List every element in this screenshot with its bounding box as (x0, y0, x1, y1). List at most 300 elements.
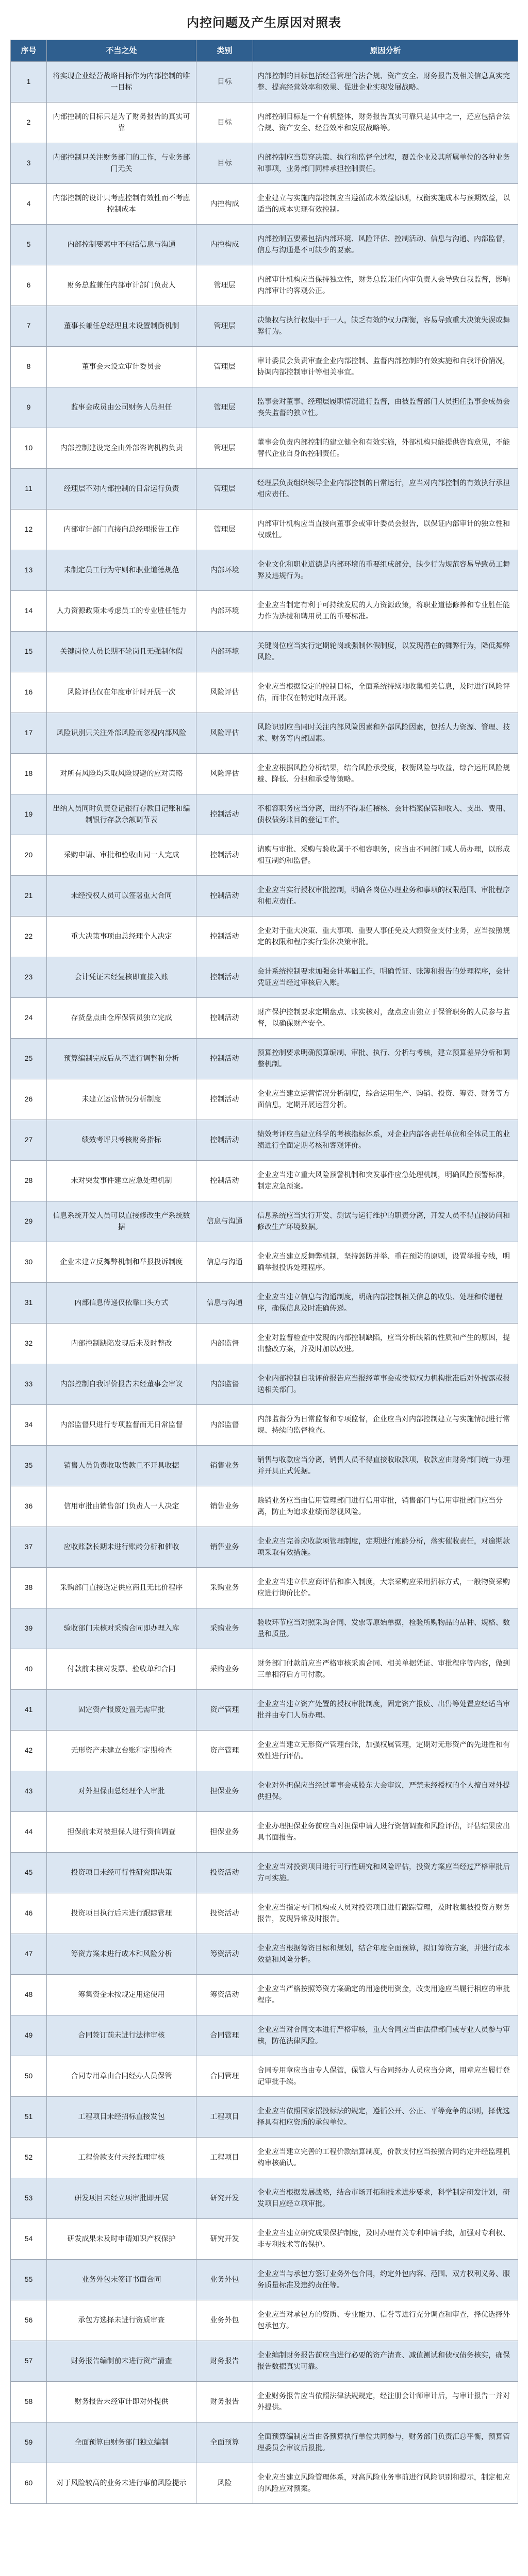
row-num-cell: 19 (11, 794, 47, 835)
row-num-cell: 18 (11, 754, 47, 794)
row-num-cell: 52 (11, 2138, 47, 2178)
row-num-cell: 51 (11, 2097, 47, 2138)
row-num-cell: 44 (11, 1812, 47, 1853)
row-issue-cell: 内部控制建设完全由外部咨询机构负责 (47, 428, 196, 469)
row-category-cell: 内部监督 (196, 1364, 253, 1405)
row-num-cell: 8 (11, 347, 47, 387)
row-issue-cell: 销售人员负责收取货款且不开具收据 (47, 1446, 196, 1486)
row-cause-cell: 企业应当依照国家招投标法的规定，遵循公开、公正、平等竞争的原则，择优选择具有相应资质的承包单位。 (253, 2097, 518, 2138)
table-row (11, 1201, 518, 1242)
table-row (11, 835, 518, 876)
row-cause-cell: 企业财务报告应当依照法律法规规定，经注册会计师审计后，与审计报告一并对外提供。 (253, 2382, 518, 2422)
row-category-cell: 资产管理 (196, 1731, 253, 1771)
row-category-cell: 内控构成 (196, 184, 253, 225)
row-issue-cell: 筹集资金未按规定用途使用 (47, 1975, 196, 2015)
table-row (11, 550, 518, 591)
row-cause-cell: 绩效考评应当建立科学的考核指标体系，对企业内部各责任单位和全体员工的业绩进行全面定期考核和客观评价。 (253, 1120, 518, 1161)
row-category-cell: 内部环境 (196, 591, 253, 632)
row-num-cell: 49 (11, 2015, 47, 2056)
row-cause-cell: 财产保护控制要求定期盘点、账实核对，盘点应由独立于保管职务的人员参与监督，以确保财产安全。 (253, 998, 518, 1039)
row-cause-cell: 验收环节应当对照采购合同、发票等原始单据，检验所购物品的品种、规格、数量和质量。 (253, 1608, 518, 1649)
row-category-cell: 风险评估 (196, 754, 253, 794)
row-issue-cell: 财务报告编制前未进行资产清查 (47, 2341, 196, 2382)
row-category-cell: 销售业务 (196, 1446, 253, 1486)
row-issue-cell: 筹资方案未进行成本和风险分析 (47, 1934, 196, 1975)
header-num: 序号 (11, 40, 47, 62)
row-cause-cell: 企业应当对投资项目进行可行性研究和风险评估，投资方案应当经过严格审批后方可实施。 (253, 1853, 518, 1893)
row-num-cell: 45 (11, 1853, 47, 1893)
row-category-cell: 目标 (196, 143, 253, 184)
table-row (11, 2422, 518, 2463)
row-cause-cell: 企业应当严格按照筹资方案确定的用途使用资金，改变用途应当履行相应的审批程序。 (253, 1975, 518, 2015)
row-cause-cell: 企业内部控制自我评价报告应当报经董事会或类似权力机构批准后对外披露或报送相关部门。 (253, 1364, 518, 1405)
row-num-cell: 37 (11, 1527, 47, 1568)
row-cause-cell: 内部控制目标是一个有机整体，财务报告真实可靠只是其中之一，还应包括合法合规、资产安全、经营效率和发展战略等。 (253, 103, 518, 143)
row-category-cell: 目标 (196, 62, 253, 103)
row-num-cell: 21 (11, 876, 47, 917)
row-category-cell: 财务报告 (196, 2382, 253, 2422)
row-num-cell: 56 (11, 2300, 47, 2341)
row-num-cell: 10 (11, 428, 47, 469)
row-cause-cell: 监事会对董事、经理层履职情况进行监督，由被监督部门人员担任监事会成员会丧失监督的独立性。 (253, 387, 518, 428)
row-cause-cell: 经理层负责组织领导企业内部控制的日常运行，应当对内部控制的有效执行承担相应责任。 (253, 469, 518, 510)
row-cause-cell: 企业编制财务报告前应当进行必要的资产清查、减值测试和债权债务核实，确保报告数据真实可靠。 (253, 2341, 518, 2382)
table-row (11, 428, 518, 469)
table-row (11, 265, 518, 306)
row-issue-cell: 人力资源政策未考虑员工的专业胜任能力 (47, 591, 196, 632)
table-row (11, 1486, 518, 1527)
row-issue-cell: 合同专用章由合同经办人员保管 (47, 2056, 196, 2097)
row-category-cell: 管理层 (196, 306, 253, 347)
row-num-cell: 48 (11, 1975, 47, 2015)
row-cause-cell: 企业应当对承包方的资质、专业能力、信誉等进行充分调查和审查，择优选择外包承包方。 (253, 2300, 518, 2341)
table-row (11, 2178, 518, 2219)
row-cause-cell: 企业应当建立供应商评估和准入制度，大宗采购应采用招标方式，一般物资采购应进行询价比价。 (253, 1568, 518, 1608)
row-cause-cell: 企业应当根据设定的控制目标，全面系统持续地收集相关信息，及时进行风险评估，而非仅在特定时点开展。 (253, 672, 518, 713)
row-issue-cell: 内部控制的设计只考虑控制有效性而不考虑控制成本 (47, 184, 196, 225)
row-category-cell: 业务外包 (196, 2300, 253, 2341)
row-num-cell: 28 (11, 1161, 47, 1201)
row-num-cell: 39 (11, 1608, 47, 1649)
row-num-cell: 6 (11, 265, 47, 306)
row-num-cell: 12 (11, 510, 47, 550)
row-issue-cell: 投资项目未经可行性研究即决策 (47, 1853, 196, 1893)
row-category-cell: 内部监督 (196, 1324, 253, 1364)
row-category-cell: 管理层 (196, 428, 253, 469)
table-row (11, 347, 518, 387)
table-row (11, 1853, 518, 1893)
row-category-cell: 信息与沟通 (196, 1201, 253, 1242)
table-row (11, 1079, 518, 1120)
row-cause-cell: 不相容职务应当分离，出纳不得兼任稽核、会计档案保管和收入、支出、费用、债权债务账目的登记工作。 (253, 794, 518, 835)
row-issue-cell: 采购部门直接选定供应商且无比价程序 (47, 1568, 196, 1608)
row-issue-cell: 工程价款支付未经监理审核 (47, 2138, 196, 2178)
row-category-cell: 目标 (196, 103, 253, 143)
row-issue-cell: 未经授权人员可以签署重大合同 (47, 876, 196, 917)
row-category-cell: 管理层 (196, 469, 253, 510)
row-num-cell: 33 (11, 1364, 47, 1405)
row-category-cell: 研究开发 (196, 2178, 253, 2219)
row-num-cell: 30 (11, 1242, 47, 1283)
row-issue-cell: 会计凭证未经复核即直接入账 (47, 957, 196, 998)
table-row (11, 2382, 518, 2422)
row-cause-cell: 合同专用章应当由专人保管，保管人与合同经办人员应当分离，用章应当履行登记审批手续。 (253, 2056, 518, 2097)
row-issue-cell: 内部控制的目标只是为了财务报告的真实可靠 (47, 103, 196, 143)
row-category-cell: 担保业务 (196, 1812, 253, 1853)
row-category-cell: 控制活动 (196, 1079, 253, 1120)
page-title: 内控问题及产生原因对照表 (187, 16, 341, 30)
row-num-cell: 25 (11, 1039, 47, 1079)
table-header (11, 40, 518, 62)
row-category-cell: 投资活动 (196, 1893, 253, 1934)
row-issue-cell: 内部监督只进行专项监督而无日常监督 (47, 1405, 196, 1446)
table-row (11, 1771, 518, 1812)
row-issue-cell: 验收部门未核对采购合同即办理入库 (47, 1608, 196, 1649)
header-issue: 不当之处 (47, 40, 196, 62)
row-cause-cell: 内部控制应当贯穿决策、执行和监督全过程，覆盖企业及其所属单位的各种业务和事项，业务部门同样承担控制责任。 (253, 143, 518, 184)
table-row (11, 225, 518, 265)
row-category-cell: 工程项目 (196, 2138, 253, 2178)
row-num-cell: 42 (11, 1731, 47, 1771)
row-cause-cell: 企业应当与承包方签订业务外包合同，约定外包内容、范围、双方权利义务、服务质量标准及违约责任等。 (253, 2260, 518, 2300)
row-issue-cell: 担保前未对被担保人进行资信调查 (47, 1812, 196, 1853)
row-num-cell: 22 (11, 917, 47, 957)
row-issue-cell: 未对突发事件建立应急处理机制 (47, 1161, 196, 1201)
row-num-cell: 46 (11, 1893, 47, 1934)
row-num-cell: 31 (11, 1283, 47, 1324)
row-issue-cell: 内部控制自我评价报告未经董事会审议 (47, 1364, 196, 1405)
row-category-cell: 控制活动 (196, 998, 253, 1039)
table-row (11, 1120, 518, 1161)
row-category-cell: 风险评估 (196, 713, 253, 754)
row-cause-cell: 风险识别应当同时关注内部风险因素和外部风险因素，包括人力资源、管理、技术、财务等内部因素。 (253, 713, 518, 754)
table-row (11, 876, 518, 917)
table-row (11, 1568, 518, 1608)
table-row (11, 1161, 518, 1201)
row-num-cell: 1 (11, 62, 47, 103)
row-issue-cell: 风险评估仅在年度审计时开展一次 (47, 672, 196, 713)
row-cause-cell: 企业应当建立重大风险预警机制和突发事件应急处理机制，明确风险预警标准，制定应急预案。 (253, 1161, 518, 1201)
table-row (11, 2056, 518, 2097)
table-row (11, 2097, 518, 2138)
row-category-cell: 筹资活动 (196, 1934, 253, 1975)
row-num-cell: 26 (11, 1079, 47, 1120)
table-row (11, 713, 518, 754)
row-category-cell: 控制活动 (196, 835, 253, 876)
row-num-cell: 50 (11, 2056, 47, 2097)
table-row (11, 591, 518, 632)
row-category-cell: 全面预算 (196, 2422, 253, 2463)
row-issue-cell: 重大决策事项由总经理个人决定 (47, 917, 196, 957)
row-category-cell: 采购业务 (196, 1568, 253, 1608)
table-row (11, 2219, 518, 2260)
row-cause-cell: 企业应当建立信息与沟通制度，明确内部控制相关信息的收集、处理和传递程序，确保信息及时准确传递。 (253, 1283, 518, 1324)
table-row (11, 1649, 518, 1690)
row-category-cell: 筹资活动 (196, 1975, 253, 2015)
row-num-cell: 32 (11, 1324, 47, 1364)
row-cause-cell: 企业对于重大决策、重大事项、重要人事任免及大额资金支付业务，应当按照规定的权限和程序实行集体决策审批。 (253, 917, 518, 957)
row-issue-cell: 信息系统开发人员可以直接修改生产系统数据 (47, 1201, 196, 1242)
row-num-cell: 57 (11, 2341, 47, 2382)
row-num-cell: 55 (11, 2260, 47, 2300)
table-row (11, 2138, 518, 2178)
row-cause-cell: 内部控制五要素包括内部环境、风险评估、控制活动、信息与沟通、内部监督，信息与沟通是不可缺少的要素。 (253, 225, 518, 265)
row-num-cell: 2 (11, 103, 47, 143)
row-category-cell: 业务外包 (196, 2260, 253, 2300)
table-row (11, 1690, 518, 1731)
table-row (11, 1324, 518, 1364)
row-cause-cell: 内部审计机构应当直接向董事会或审计委员会报告，以保证内部审计的独立性和权威性。 (253, 510, 518, 550)
row-num-cell: 23 (11, 957, 47, 998)
row-cause-cell: 销售与收款应当分离，销售人员不得直接收取款项，收款应由财务部门统一办理并开具正式凭据。 (253, 1446, 518, 1486)
row-category-cell: 采购业务 (196, 1649, 253, 1690)
row-num-cell: 29 (11, 1201, 47, 1242)
row-num-cell: 43 (11, 1771, 47, 1812)
row-num-cell: 58 (11, 2382, 47, 2422)
row-category-cell: 内部环境 (196, 550, 253, 591)
table-row (11, 2300, 518, 2341)
row-cause-cell: 企业应当建立运营情况分析制度，综合运用生产、购销、投资、筹资、财务等方面信息，定期开展运营分析。 (253, 1079, 518, 1120)
row-num-cell: 16 (11, 672, 47, 713)
table-row (11, 1934, 518, 1975)
table-header-row (11, 40, 518, 62)
row-cause-cell: 企业应当建立完善的工程价款结算制度，价款支付应当按照合同约定并经监理机构审核确认。 (253, 2138, 518, 2178)
row-num-cell: 20 (11, 835, 47, 876)
row-category-cell: 担保业务 (196, 1771, 253, 1812)
row-cause-cell: 董事会负责内部控制的建立健全和有效实施，外部机构只能提供咨询意见，不能替代企业自身的控制责任。 (253, 428, 518, 469)
table-row (11, 1446, 518, 1486)
row-issue-cell: 内部审计部门直接向总经理报告工作 (47, 510, 196, 550)
row-cause-cell: 企业建立与实施内部控制应当遵循成本效益原则，权衡实施成本与预期效益，以适当的成本实现有效控制。 (253, 184, 518, 225)
table-row (11, 917, 518, 957)
table-row (11, 2341, 518, 2382)
row-num-cell: 36 (11, 1486, 47, 1527)
table-row (11, 1975, 518, 2015)
row-issue-cell: 信用审批由销售部门负责人一人决定 (47, 1486, 196, 1527)
row-num-cell: 3 (11, 143, 47, 184)
row-category-cell: 控制活动 (196, 1039, 253, 1079)
table-row (11, 1364, 518, 1405)
row-cause-cell: 企业办理担保业务前应当对担保申请人进行资信调查和风险评估，评估结果应出具书面报告。 (253, 1812, 518, 1853)
row-category-cell: 信息与沟通 (196, 1242, 253, 1283)
row-issue-cell: 预算编制完成后从不进行调整和分析 (47, 1039, 196, 1079)
table-row (11, 143, 518, 184)
row-cause-cell: 企业应当对合同文本进行严格审核，重大合同应当由法律部门或专业人员参与审核，防范法律风险。 (253, 2015, 518, 2056)
row-num-cell: 11 (11, 469, 47, 510)
row-issue-cell: 内部控制要素中不包括信息与沟通 (47, 225, 196, 265)
row-issue-cell: 投资项目执行后未进行跟踪管理 (47, 1893, 196, 1934)
row-issue-cell: 董事长兼任总经理且未设置制衡机制 (47, 306, 196, 347)
row-num-cell: 14 (11, 591, 47, 632)
table-row (11, 510, 518, 550)
comparison-table (10, 40, 518, 2504)
row-num-cell: 24 (11, 998, 47, 1039)
row-issue-cell: 监事会成员由公司财务人员担任 (47, 387, 196, 428)
row-num-cell: 35 (11, 1446, 47, 1486)
row-category-cell: 资产管理 (196, 1690, 253, 1731)
row-num-cell: 34 (11, 1405, 47, 1446)
row-cause-cell: 企业应当制定有利于可持续发展的人力资源政策，将职业道德修养和专业胜任能力作为选拔和聘用员工的重要标准。 (253, 591, 518, 632)
row-issue-cell: 对所有风险均采取风险规避的应对策略 (47, 754, 196, 794)
row-num-cell: 15 (11, 632, 47, 672)
row-issue-cell: 对外担保由总经理个人审批 (47, 1771, 196, 1812)
row-category-cell: 内部监督 (196, 1405, 253, 1446)
row-category-cell: 信息与沟通 (196, 1283, 253, 1324)
table-row (11, 2463, 518, 2504)
row-cause-cell: 财务部门付款前应当严格审核采购合同、相关单据凭证、审批程序等内容，做到三单相符后方可付款。 (253, 1649, 518, 1690)
row-num-cell: 9 (11, 387, 47, 428)
row-cause-cell: 企业应当根据筹资目标和规划，结合年度全面预算，拟订筹资方案，并进行成本效益和风险分析。 (253, 1934, 518, 1975)
table-row (11, 1039, 518, 1079)
row-num-cell: 27 (11, 1120, 47, 1161)
row-category-cell: 管理层 (196, 387, 253, 428)
row-issue-cell: 财务总监兼任内部审计部门负责人 (47, 265, 196, 306)
row-num-cell: 41 (11, 1690, 47, 1731)
row-cause-cell: 企业应当完善应收款项管理制度，定期进行账龄分析，落实催收责任，对逾期款项采取有效措施。 (253, 1527, 518, 1568)
table-row (11, 387, 518, 428)
row-category-cell: 控制活动 (196, 917, 253, 957)
row-num-cell: 47 (11, 1934, 47, 1975)
table-row (11, 1731, 518, 1771)
row-category-cell: 风险评估 (196, 672, 253, 713)
row-issue-cell: 经理层不对内部控制的日常运行负责 (47, 469, 196, 510)
row-category-cell: 内控构成 (196, 225, 253, 265)
row-cause-cell: 关键岗位应当实行定期轮岗或强制休假制度，以发现潜在的舞弊行为，降低舞弊风险。 (253, 632, 518, 672)
row-category-cell: 工程项目 (196, 2097, 253, 2138)
table-row (11, 2260, 518, 2300)
table-row (11, 672, 518, 713)
row-category-cell: 控制活动 (196, 1161, 253, 1201)
row-category-cell: 合同管理 (196, 2056, 253, 2097)
row-category-cell: 财务报告 (196, 2341, 253, 2382)
row-num-cell: 5 (11, 225, 47, 265)
row-issue-cell: 无形资产未建立台账和定期检查 (47, 1731, 196, 1771)
table-row (11, 1608, 518, 1649)
row-num-cell: 59 (11, 2422, 47, 2463)
row-cause-cell: 企业应当建立无形资产管理台账，加强权属管理，定期对无形资产的先进性和有效性进行评估。 (253, 1731, 518, 1771)
row-category-cell: 管理层 (196, 347, 253, 387)
row-cause-cell: 内部审计机构应当保持独立性，财务总监兼任内审负责人会导致自我监督，影响内部审计的客观公正。 (253, 265, 518, 306)
row-num-cell: 60 (11, 2463, 47, 2504)
row-cause-cell: 请购与审批、采购与验收属于不相容职务，应当由不同部门或人员办理，以形成相互制约和监督。 (253, 835, 518, 876)
row-cause-cell: 决策权与执行权集中于一人，缺乏有效的权力制衡，容易导致重大决策失误或舞弊行为。 (253, 306, 518, 347)
table-row (11, 1283, 518, 1324)
row-cause-cell: 预算控制要求明确预算编制、审批、执行、分析与考核，建立预算差异分析和调整机制。 (253, 1039, 518, 1079)
row-issue-cell: 内部控制缺陷发现后未及时整改 (47, 1324, 196, 1364)
table-row (11, 998, 518, 1039)
row-issue-cell: 关键岗位人员长期不轮岗且无强制休假 (47, 632, 196, 672)
row-num-cell: 38 (11, 1568, 47, 1608)
table-row (11, 1893, 518, 1934)
header-cause: 原因分析 (253, 40, 518, 62)
row-cause-cell: 会计系统控制要求加强会计基础工作，明确凭证、账簿和报告的处理程序，会计凭证应当经过审核后入账。 (253, 957, 518, 998)
row-issue-cell: 内部控制只关注财务部门的工作，与业务部门无关 (47, 143, 196, 184)
row-num-cell: 4 (11, 184, 47, 225)
table-row (11, 306, 518, 347)
row-cause-cell: 赊销业务应当由信用管理部门进行信用审批，销售部门与信用审批部门应当分离，防止为追求业绩而忽视风险。 (253, 1486, 518, 1527)
row-cause-cell: 企业对外担保应当经过董事会或股东大会审议，严禁未经授权的个人擅自对外提供担保。 (253, 1771, 518, 1812)
row-category-cell: 风险 (196, 2463, 253, 2504)
row-cause-cell: 企业应当建立风险管理体系，对高风险业务事前进行风险识别和提示，制定相应的风险应对预案。 (253, 2463, 518, 2504)
row-cause-cell: 企业应当建立研究成果保护制度，及时办理有关专利申请手续，加强对专利权、非专利技术等的保护。 (253, 2219, 518, 2260)
row-category-cell: 合同管理 (196, 2015, 253, 2056)
row-issue-cell: 研发项目未经立项审批即开展 (47, 2178, 196, 2219)
row-category-cell: 管理层 (196, 510, 253, 550)
row-cause-cell: 企业应当指定专门机构或人员对投资项目进行跟踪管理，及时收集被投资方财务报告，发现异常及时报告。 (253, 1893, 518, 1934)
row-category-cell: 销售业务 (196, 1486, 253, 1527)
row-cause-cell: 企业应当建立反舞弊机制，坚持惩防并举、重在预防的原则，设置举报专线，明确举报投诉处理程序。 (253, 1242, 518, 1283)
row-issue-cell: 风险识别只关注外部风险而忽视内部风险 (47, 713, 196, 754)
row-issue-cell: 出纳人员同时负责登记银行存款日记账和编制银行存款余额调节表 (47, 794, 196, 835)
row-issue-cell: 付款前未核对发票、验收单和合同 (47, 1649, 196, 1690)
header-category: 类别 (196, 40, 253, 62)
row-cause-cell: 内部监督分为日常监督和专项监督，企业应当对内部控制建立与实施情况进行常规、持续的监督检查。 (253, 1405, 518, 1446)
row-issue-cell: 内部信息传递仅依靠口头方式 (47, 1283, 196, 1324)
row-cause-cell: 企业应当实行授权审批控制，明确各岗位办理业务和事项的权限范围、审批程序和相应责任。 (253, 876, 518, 917)
row-num-cell: 17 (11, 713, 47, 754)
row-category-cell: 控制活动 (196, 876, 253, 917)
row-category-cell: 管理层 (196, 265, 253, 306)
row-cause-cell: 企业应当建立资产处置的授权审批制度，固定资产报废、出售等处置应经适当审批并由专门人员办理。 (253, 1690, 518, 1731)
row-num-cell: 7 (11, 306, 47, 347)
row-cause-cell: 企业应当根据发展战略，结合市场开拓和技术进步要求，科学制定研发计划，研发项目应经立项审批。 (253, 2178, 518, 2219)
row-issue-cell: 对于风险较高的业务未进行事前风险提示 (47, 2463, 196, 2504)
table-row (11, 754, 518, 794)
table-row (11, 957, 518, 998)
row-issue-cell: 绩效考评只考核财务指标 (47, 1120, 196, 1161)
row-issue-cell: 承包方选择未进行资质审查 (47, 2300, 196, 2341)
row-num-cell: 54 (11, 2219, 47, 2260)
table-row (11, 469, 518, 510)
row-category-cell: 销售业务 (196, 1527, 253, 1568)
row-issue-cell: 工程项目未经招标直接发包 (47, 2097, 196, 2138)
table-row (11, 1812, 518, 1853)
row-issue-cell: 存货盘点由仓库保管员独立完成 (47, 998, 196, 1039)
row-num-cell: 40 (11, 1649, 47, 1690)
table-row (11, 632, 518, 672)
row-issue-cell: 合同签订前未进行法律审核 (47, 2015, 196, 2056)
row-issue-cell: 财务报告未经审计即对外提供 (47, 2382, 196, 2422)
row-num-cell: 53 (11, 2178, 47, 2219)
table-row (11, 1242, 518, 1283)
row-cause-cell: 审计委员会负责审查企业内部控制、监督内部控制的有效实施和自我评价情况，协调内部控制审计等相关事宜。 (253, 347, 518, 387)
table-row (11, 103, 518, 143)
row-cause-cell: 全面预算编制应当由各预算执行单位共同参与，财务部门负责汇总平衡，预算管理委员会审议后报批。 (253, 2422, 518, 2463)
table-row (11, 1405, 518, 1446)
row-issue-cell: 应收账款长期未进行账龄分析和催收 (47, 1527, 196, 1568)
row-cause-cell: 企业对监督检查中发现的内部控制缺陷，应当分析缺陷的性质和产生的原因，提出整改方案，并及时加以改进。 (253, 1324, 518, 1364)
row-cause-cell: 信息系统应当实行开发、测试与运行维护的职责分离，开发人员不得直接访问和修改生产环境数据。 (253, 1201, 518, 1242)
row-category-cell: 研究开发 (196, 2219, 253, 2260)
table-row (11, 1527, 518, 1568)
table-row (11, 184, 518, 225)
row-issue-cell: 未建立运营情况分析制度 (47, 1079, 196, 1120)
row-category-cell: 投资活动 (196, 1853, 253, 1893)
row-cause-cell: 企业应根据风险分析结果，结合风险承受度，权衡风险与收益，综合运用风险规避、降低、分担和承受等策略。 (253, 754, 518, 794)
row-cause-cell: 内部控制的目标包括经营管理合法合规、资产安全、财务报告及相关信息真实完整、提高经营效率和效果、促进企业实现发展战略。 (253, 62, 518, 103)
row-category-cell: 控制活动 (196, 957, 253, 998)
row-issue-cell: 全面预算由财务部门独立编制 (47, 2422, 196, 2463)
row-issue-cell: 采购申请、审批和验收由同一人完成 (47, 835, 196, 876)
row-issue-cell: 企业未建立反舞弊机制和举报投诉制度 (47, 1242, 196, 1283)
row-issue-cell: 固定资产报废处置无需审批 (47, 1690, 196, 1731)
row-num-cell: 13 (11, 550, 47, 591)
row-category-cell: 采购业务 (196, 1608, 253, 1649)
row-cause-cell: 企业文化和职业道德是内部环境的重要组成部分，缺少行为规范容易导致员工舞弊及违规行为。 (253, 550, 518, 591)
table-row (11, 794, 518, 835)
table-body (11, 62, 518, 2504)
row-issue-cell: 研发成果未及时申请知识产权保护 (47, 2219, 196, 2260)
